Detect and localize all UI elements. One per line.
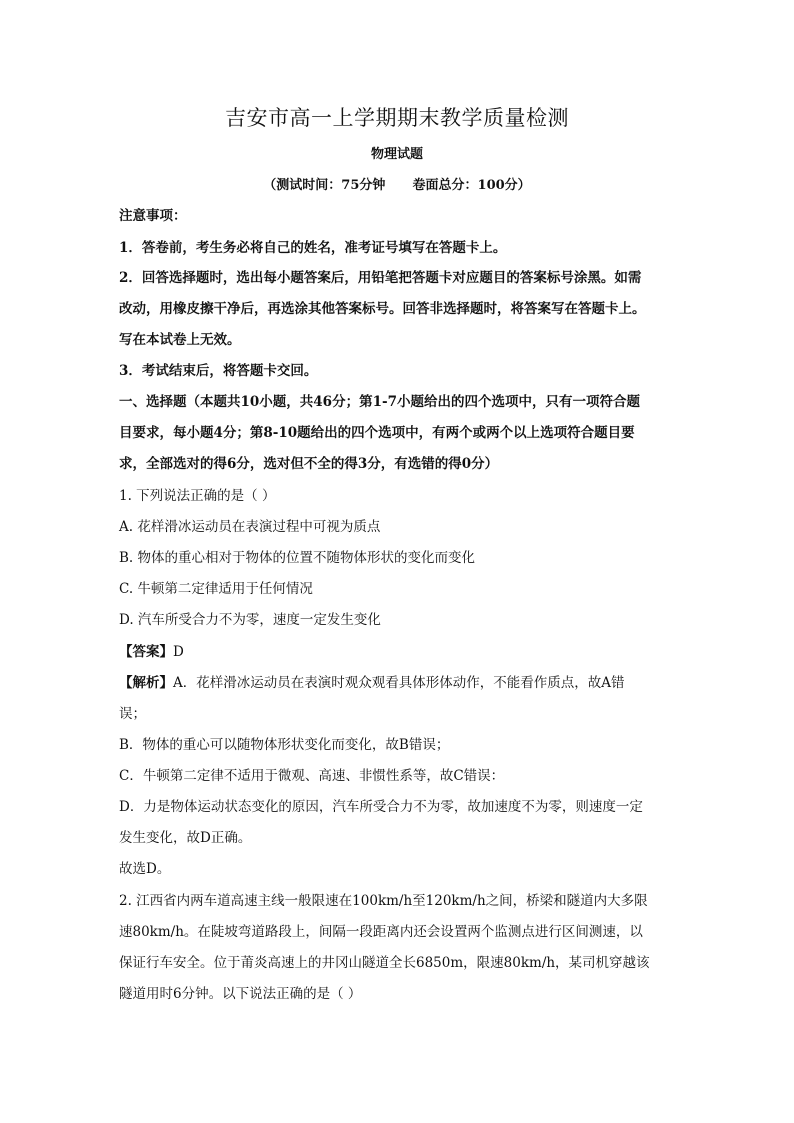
question-2-line: 2. 江西省内两车道高速主线一般限速在100km/h至120km/h之间，桥梁和隧道内大多限 xyxy=(119,893,648,909)
note-line: 3．考试结束后，将答题卡交回。 xyxy=(119,363,318,379)
note-line: 1．答卷前，考生务必将自己的姓名，准考证号填写在答题卡上。 xyxy=(119,240,507,256)
exam-meta: （测试时间：75分钟 卷面总分：100分） xyxy=(263,178,531,193)
analysis-line: B．物体的重心可以随物体形状变化而变化，故B错误； xyxy=(119,737,450,753)
section-heading-line: 求，全部选对的得6分，选对但不全的得3分，有选错的得0分） xyxy=(119,456,499,472)
question-2-line: 速80km/h。在陡坡弯道路段上，间隔一段距离内还会设置两个监测点进行区间测速，以 xyxy=(119,924,643,940)
page-title: 吉安市高一上学期期末教学质量检测 xyxy=(225,106,569,130)
question-2-line: 隧道用时6分钟。以下说法正确的是（ ） xyxy=(119,986,362,1002)
answer-line xyxy=(119,642,679,662)
analysis-text: A．花样滑冰运动员在表演时观众观看具体形体动作，不能看作质点，故A错 xyxy=(173,675,625,691)
question-stem: 1. 下列说法正确的是（ ） xyxy=(119,488,276,504)
option-c: C. 牛顿第二定律适用于任何情况 xyxy=(119,581,313,597)
notes-heading: 注意事项： xyxy=(119,208,187,224)
analysis-line: C．牛顿第二定律不适用于微观、高速、非惯性系等，故C错误： xyxy=(119,768,505,784)
analysis-line xyxy=(119,673,679,693)
answer-label: 【答案】 xyxy=(119,644,173,660)
note-line: 2．回答选择题时，选出每小题答案后，用铅笔把答题卡对应题目的答案标号涂黑。如需 xyxy=(119,270,642,286)
option-b: B. 物体的重心相对于物体的位置不随物体形状的变化而变化 xyxy=(119,550,476,566)
analysis-label: 【解析】 xyxy=(119,675,173,691)
analysis-line: 故选D。 xyxy=(119,861,171,877)
answer-value: D xyxy=(173,644,184,660)
section-heading-line: 一、选择题（本题共10小题，共46分；第1-7小题给出的四个选项中，只有一项符合题 xyxy=(119,394,640,410)
analysis-line: 发生变化，故D正确。 xyxy=(119,830,252,846)
analysis-line: 误； xyxy=(119,706,146,722)
note-line: 改动，用橡皮擦干净后，再选涂其他答案标号。回答非选择题时，将答案写在答题卡上。 xyxy=(119,301,646,317)
section-heading-line: 目要求，每小题4分；第8-10题给出的四个选项中，有两个或两个以上选项符合题目要 xyxy=(119,425,635,441)
subject-subtitle: 物理试题 xyxy=(370,147,423,162)
note-line: 写在本试卷上无效。 xyxy=(119,332,241,348)
option-d: D. 汽车所受合力不为零，速度一定发生变化 xyxy=(119,612,381,628)
option-a: A. 花样滑冰运动员在表演过程中可视为质点 xyxy=(119,519,381,535)
question-2-line: 保证行车安全。位于莆炎高速上的井冈山隧道全长6850m，限速80km/h，某司机穿越该 xyxy=(119,955,650,971)
analysis-line: D．力是物体运动状态变化的原因，汽车所受合力不为零，故加速度不为零，则速度一定 xyxy=(119,799,643,815)
